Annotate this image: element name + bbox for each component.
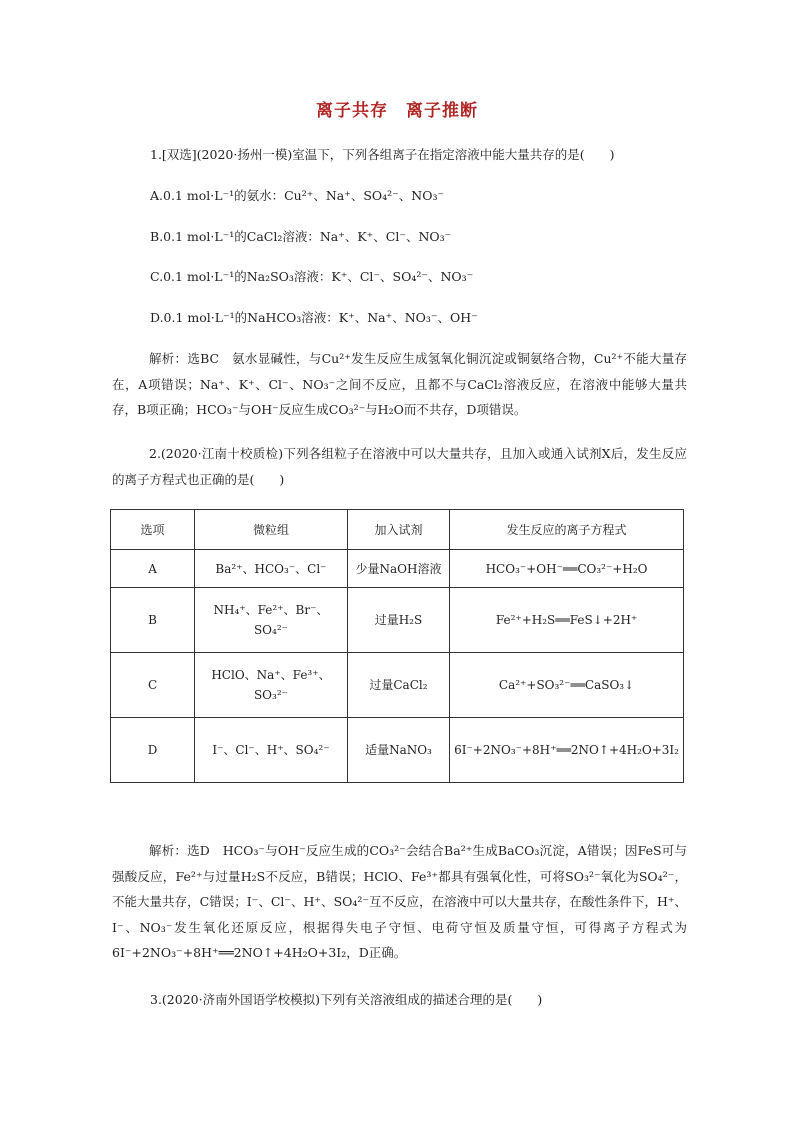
table-cell-particles: NH₄⁺、Fe²⁺、Br⁻、SO₄²⁻ — [195, 588, 348, 653]
table-row — [111, 588, 684, 653]
table-cell-reagent: 适量NaNO₃ — [347, 718, 449, 783]
table-cell-particles: I⁻、Cl⁻、H⁺、SO₄²⁻ — [195, 718, 348, 783]
question-1-stem: 1.[双选](2020·扬州一模)室温下，下列各组离子在指定溶液中能大量共存的是( ) — [150, 147, 615, 162]
table-header-cell: 发生反应的离子方程式 — [450, 510, 684, 550]
table-cell-reagent: 少量NaOH溶液 — [347, 550, 449, 588]
question-2-stem: 2.(2020·江南十校质检)下列各组粒子在溶液中可以大量共存，且加入或通入试剂X后，发生反应的离子方程式也正确的是( ) — [112, 446, 687, 487]
table-cell-equation: Ca²⁺+SO₃²⁻══CaSO₃↓ — [450, 653, 684, 718]
table-cell-option: D — [111, 718, 195, 783]
question-1-option-b: B.0.1 mol·L⁻¹的CaCl₂溶液：Na⁺、K⁺、Cl⁻、NO₃⁻ — [150, 229, 452, 244]
table-header-cell: 加入试剂 — [347, 510, 449, 550]
table-cell-option: C — [111, 653, 195, 718]
table-header-cell: 微粒组 — [195, 510, 348, 550]
question-2-table — [110, 509, 684, 783]
table-cell-option: B — [111, 588, 195, 653]
table-cell-equation: 6I⁻+2NO₃⁻+8H⁺══2NO↑+4H₂O+3I₂ — [450, 718, 684, 783]
table-cell-reagent: 过量H₂S — [347, 588, 449, 653]
question-1-analysis: 解析：选BC 氨水显碱性，与Cu²⁺发生反应生成氢氧化铜沉淀或铜氨络合物，Cu²⁺不能大量存在，A项错误；Na⁺、K⁺、Cl⁻、NO₃⁻之间不反应，且都不与CaCl₂溶液反应，在溶液中能够大量共存，B项正确；HCO₃⁻与OH⁻反应生成CO₃²⁻与H₂O而不共存，D项错误。 — [112, 351, 687, 417]
question-1-option-c: C.0.1 mol·L⁻¹的Na₂SO₃溶液：K⁺、Cl⁻、SO₄²⁻、NO₃⁻ — [150, 269, 474, 284]
table-cell-reagent: 过量CaCl₂ — [347, 653, 449, 718]
question-1-option-a: A.0.1 mol·L⁻¹的氨水：Cu²⁺、Na⁺、SO₄²⁻、NO₃⁻ — [150, 188, 445, 203]
table-cell-particles: HClO、Na⁺、Fe³⁺、SO₃²⁻ — [195, 653, 348, 718]
table-header-cell: 选项 — [111, 510, 195, 550]
question-1-option-d: D.0.1 mol·L⁻¹的NaHCO₃溶液：K⁺、Na⁺、NO₃⁻、OH⁻ — [150, 310, 478, 325]
question-3-stem: 3.(2020·济南外国语学校模拟)下列有关溶液组成的描述合理的是( ) — [150, 992, 543, 1007]
table-cell-equation: HCO₃⁻+OH⁻══CO₃²⁻+H₂O — [450, 550, 684, 588]
table-row — [111, 718, 684, 783]
table-cell-equation: Fe²⁺+H₂S══FeS↓+2H⁺ — [450, 588, 684, 653]
table-row — [111, 653, 684, 718]
page-title: 离子共存 离子推断 — [316, 101, 478, 121]
table-cell-option: A — [111, 550, 195, 588]
question-2-analysis: 解析：选D HCO₃⁻与OH⁻反应生成的CO₃²⁻会结合Ba²⁺生成BaCO₃沉淀，A错误；因FeS可与强酸反应，Fe²⁺与过量H₂S不反应，B错误；HClO、Fe³⁺都具有强氧化性，可将SO₃²⁻氧化为SO₄²⁻，不能大量共存，C错误；I⁻、Cl⁻、H⁺、SO₄²⁻互不反应，在溶液中可以大量共存，在酸性条件下，H⁺、I⁻、NO₃⁻发生氧化还原反应，根据得失电子守恒、电荷守恒及质量守恒，可得离子方程式为6I⁻+2NO₃⁻+8H⁺══2NO↑+4H₂O+3I₂，D正确。 — [112, 843, 687, 960]
table-cell-particles: Ba²⁺、HCO₃⁻、Cl⁻ — [195, 550, 348, 588]
table-header-row — [111, 510, 684, 550]
table-row — [111, 550, 684, 588]
